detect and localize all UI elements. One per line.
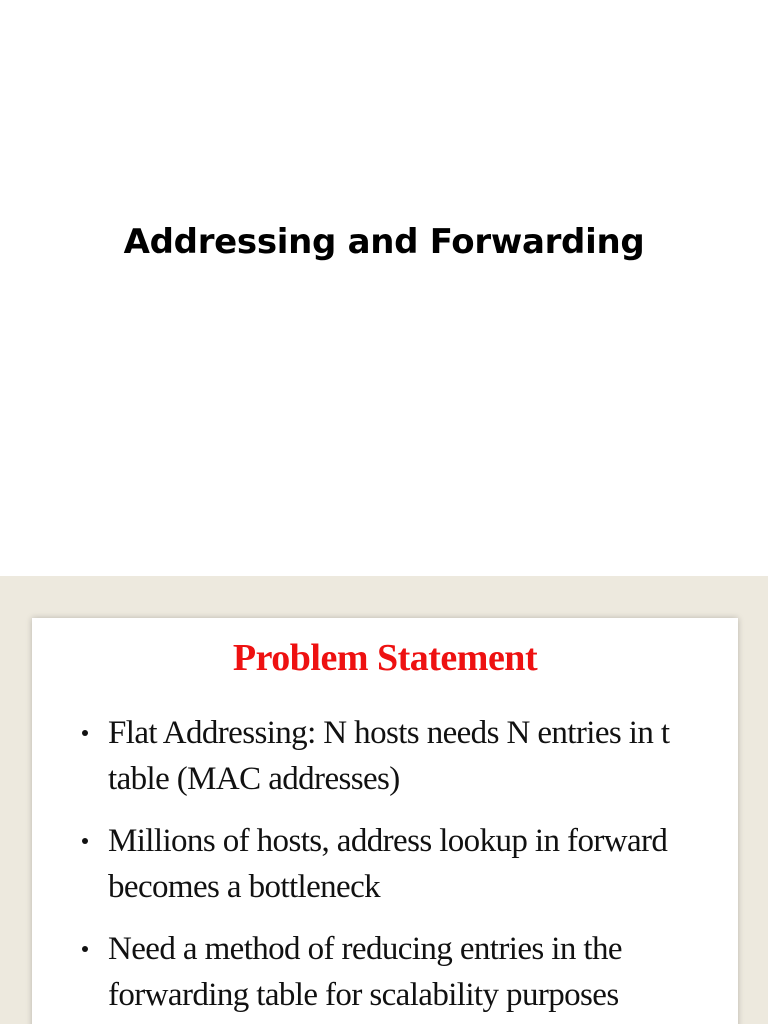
bullet-dot-icon bbox=[82, 946, 88, 952]
bullet-item bbox=[76, 926, 738, 1018]
bullet-line: Millions of hosts, address lookup in forward bbox=[108, 823, 668, 859]
slide-title: Addressing and Forwarding bbox=[123, 222, 645, 262]
bullet-dot-icon bbox=[82, 730, 88, 736]
bullet-item bbox=[76, 710, 738, 802]
bullet-line: Need a method of reducing entries in the bbox=[108, 931, 622, 967]
bullet-list bbox=[76, 710, 738, 1024]
problem-statement-title: Problem Statement bbox=[232, 637, 538, 679]
slide-card bbox=[32, 618, 738, 1024]
bullet-line: Flat Addressing: N hosts needs N entries in t bbox=[108, 715, 670, 751]
slide-problem-statement bbox=[0, 576, 768, 1024]
bullet-item bbox=[76, 818, 738, 910]
bullet-line: forwarding table for scalability purposes bbox=[108, 977, 619, 1013]
bullet-dot-icon bbox=[82, 838, 88, 844]
bullet-line: table (MAC addresses) bbox=[108, 761, 400, 797]
bullet-line: becomes a bottleneck bbox=[108, 869, 381, 905]
